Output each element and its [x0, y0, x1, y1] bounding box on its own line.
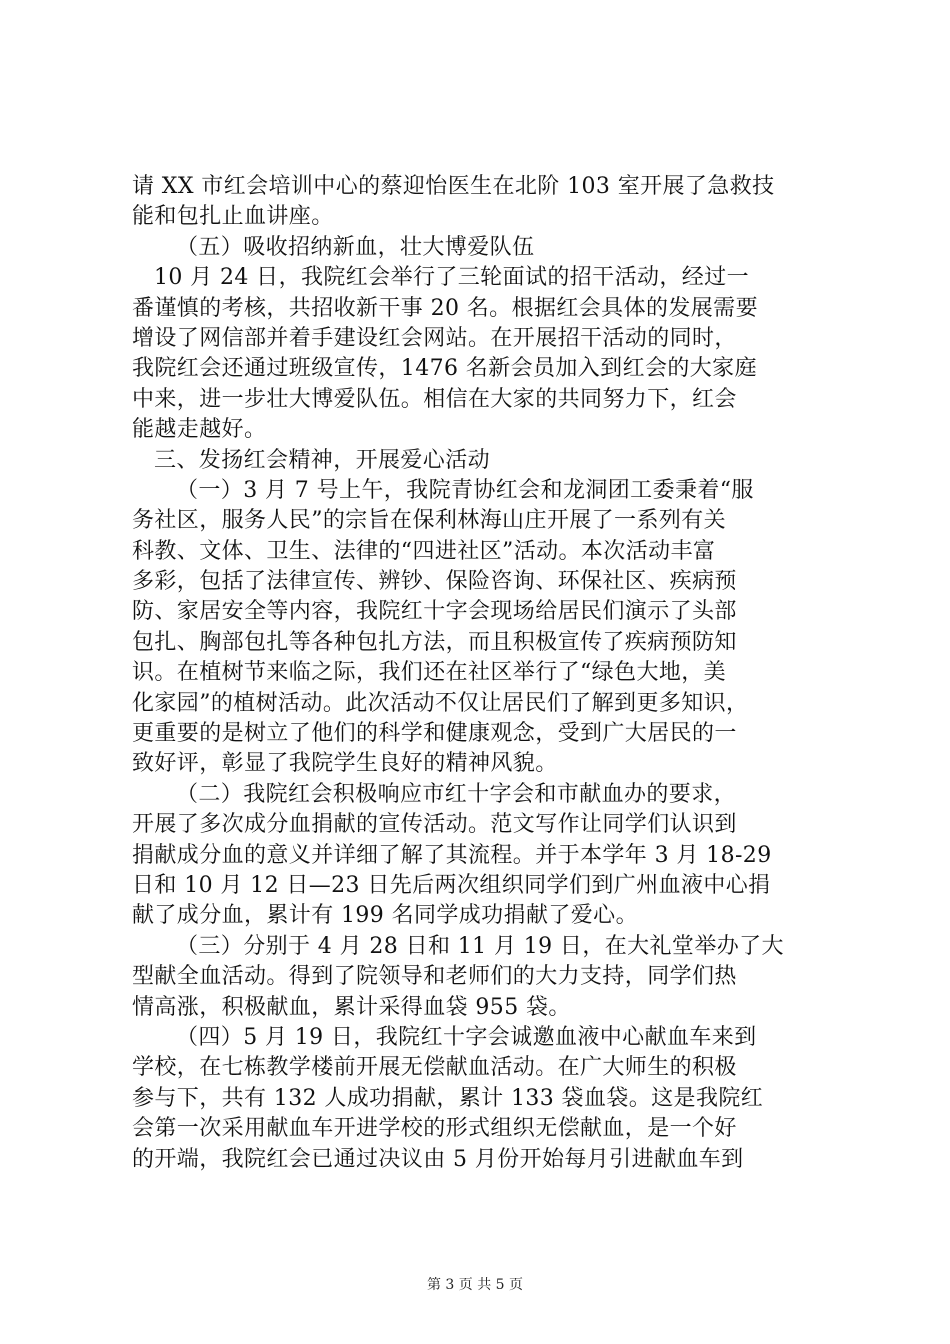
text-line: 能越走越好。 — [132, 417, 267, 443]
text-line: （五）吸收招纳新血，壮大博爱队伍 — [176, 234, 535, 260]
text-line: 我院红会还通过班级宣传，1476 名新会员加入到红会的大家庭 — [132, 356, 757, 382]
text-line: 更重要的是树立了他们的科学和健康观念，受到广大居民的一 — [132, 721, 737, 747]
text-line: 务社区，服务人民”的宗旨在保利林海山庄开展了一系列有关 — [132, 508, 727, 534]
text-line: （三）分别于 4 月 28 日和 11 月 19 日，在大礼堂举办了大 — [176, 933, 784, 959]
text-line: 日和 10 月 12 日—23 日先后两次组织同学们到广州血液中心捐 — [132, 872, 771, 898]
text-line: 能和包扎止血讲座。 — [132, 204, 334, 230]
text-line: 型献全血活动。得到了院领导和老师们的大力支持，同学们热 — [132, 964, 737, 990]
text-line: 化家园”的植树活动。此次活动不仅让居民们了解到更多知识， — [132, 690, 749, 716]
text-line: （四）5 月 19 日，我院红十字会诚邀血液中心献血车来到 — [176, 1024, 757, 1050]
text-line: 参与下，共有 132 人成功捐献，累计 133 袋血袋。这是我院红 — [132, 1085, 764, 1111]
page-footer: 第 3 页 共 5 页 — [426, 1277, 524, 1293]
text-line: 会第一次采用献血车开进学校的形式组织无偿献血，是一个好 — [132, 1116, 737, 1142]
text-line: 识。在植树节来临之际，我们还在社区举行了“绿色大地，美 — [132, 660, 727, 686]
text-line: 科教、文体、卫生、法律的“四进社区”活动。本次活动丰富 — [132, 538, 716, 564]
text-line: 包扎、胸部包扎等各种包扎方法，而且积极宣传了疾病预防知 — [132, 629, 737, 655]
text-line: 献了成分血，累计有 199 名同学成功捐献了爱心。 — [132, 903, 638, 929]
text-line: 捐献成分血的意义并详细了解了其流程。并于本学年 3 月 18-29 — [132, 842, 772, 868]
text-line: 10 月 24 日，我院红会举行了三轮面试的招干活动，经过一 — [154, 265, 749, 291]
text-line: （一）3 月 7 号上午，我院青协红会和龙洞团工委秉着“服 — [176, 477, 754, 503]
text-line: 学校，在七栋教学楼前开展无偿献血活动。在广大师生的积极 — [132, 1055, 737, 1081]
text-line: 番谨慎的考核，共招收新干事 20 名。根据红会具体的发展需要 — [132, 295, 758, 321]
text-line: 请 XX 市红会培训中心的蔡迎怡医生在北阶 103 室开展了急救技 — [132, 174, 775, 199]
text-line: 中来，进一步壮大博爱队伍。相信在大家的共同努力下，红会 — [132, 386, 737, 412]
text-line: 多彩，包括了法律宣传、辨钞、保险咨询、环保社区、疾病预 — [132, 569, 737, 595]
text-line: 三、发扬红会精神，开展爱心活动 — [154, 447, 491, 473]
text-line: 情高涨，积极献血，累计采得血袋 955 袋。 — [132, 994, 571, 1020]
text-line: （二）我院红会积极响应市红十字会和市献血办的要求， — [176, 781, 737, 807]
text-line: 致好评，彰显了我院学生良好的精神风貌。 — [132, 751, 558, 777]
text-line: 开展了多次成分血捐献的宣传活动。范文写作让同学们认识到 — [132, 812, 737, 838]
text-line: 防、家居安全等内容，我院红十字会现场给居民们演示了头部 — [132, 599, 737, 625]
text-line: 的开端，我院红会已通过决议由 5 月份开始每月引进献血车到 — [132, 1146, 744, 1172]
body-text — [132, 172, 822, 1175]
text-line: 增设了网信部并着手建设红会网站。在开展招干活动的同时， — [132, 325, 737, 351]
